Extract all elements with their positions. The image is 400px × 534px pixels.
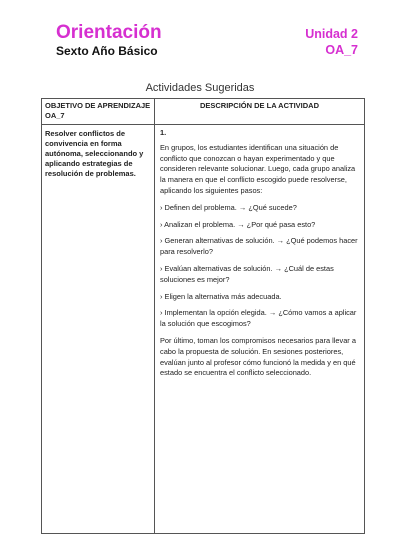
activity-table — [41, 98, 365, 534]
oa-label: OA_7 — [325, 43, 358, 57]
description-cell — [155, 125, 365, 534]
activity-step: › Eligen la alternativa más adecuada. — [160, 291, 282, 301]
activity-step: › Definen del problema. → ¿Qué sucede? — [160, 202, 297, 212]
section-title: Actividades Sugeridas — [145, 82, 255, 94]
objective-column-header: OBJETIVO DE APRENDIZAJE OA_7 — [42, 99, 155, 125]
grade-subtitle: Sexto Año Básico — [56, 44, 158, 58]
activity-intro: En grupos, los estudiantes identifican una situación de conflicto que conozcan o hayan experimentado y que consideren relevante solucionar. Luego, cada grupo analiza la manera en que el conflicto escogido puede resolverse, aplicando los siguientes pasos: — [160, 142, 356, 195]
activity-step: › Evalúan alternativas de solución. → ¿Cuál de estas soluciones es mejor? — [160, 263, 334, 284]
subject-title: Orientación — [56, 22, 162, 43]
unit-label: Unidad 2 — [305, 27, 358, 41]
activity-number: 1. — [160, 128, 167, 137]
document-header — [56, 22, 356, 62]
activity-step: › Implementan la opción elegida. → ¿Cómo vamos a aplicar la solución que escogimos? — [160, 308, 357, 329]
activity-step: › Analizan el problema. → ¿Por qué pasa esto? — [160, 219, 316, 229]
objective-cell: Resolver conflictos de convivencia en forma autónoma, seleccionando y aplicando estrategias de resolución de problemas. — [42, 125, 155, 534]
table-row — [42, 125, 365, 534]
description-column-header: DESCRIPCIÓN DE LA ACTIVIDAD — [155, 99, 365, 125]
table-header-row — [42, 99, 365, 125]
activity-closing: Por último, toman los compromisos necesarios para llevar a cabo la propuesta de solución. En sesiones posteriores, evalúan junto al profesor cómo funcionó la medida y en qué estado se encuentra el conflicto seleccionado. — [160, 335, 356, 378]
activity-step: › Generan alternativas de solución. → ¿Qué podemos hacer para resolverlo? — [160, 236, 358, 257]
